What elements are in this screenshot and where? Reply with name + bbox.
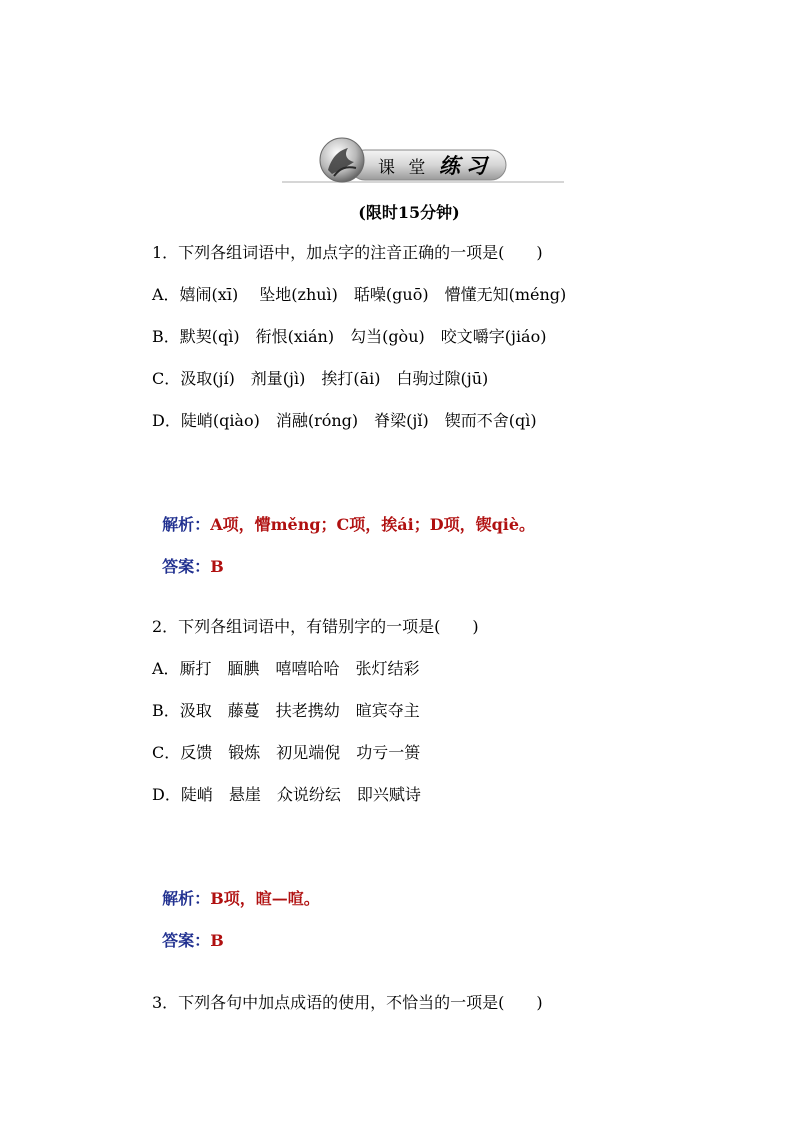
question-2-option-c: C．反馈 锻炼 初见端倪 功亏一篑	[152, 743, 421, 762]
time-limit: (限时15分钟)	[358, 203, 460, 222]
question-2-option-d: D．陡峭 悬崖 众说纷纭 即兴赋诗	[152, 785, 421, 804]
question-2-stem: 2．下列各组词语中，有错别字的一项是( )	[152, 617, 479, 636]
banner-title	[378, 150, 493, 180]
banner-title-big: 练习	[438, 153, 493, 178]
question-2-option-a: A．厮打 腼腆 嘻嘻哈哈 张灯结彩	[152, 659, 420, 678]
answer-value: B	[210, 931, 224, 950]
question-2-answer	[152, 908, 224, 952]
analysis-text: B项，暄—喧。	[210, 889, 320, 908]
question-1-option-b: B．默契(qì) 衔恨(xián) 勾当(gòu) 咬文嚼字(jiáo)	[152, 327, 547, 346]
question-1-option-c: C．汲取(jí) 剂量(jì) 挨打(āi) 白驹过隙(jū)	[152, 369, 489, 388]
banner-title-small: 课 堂	[378, 158, 430, 178]
answer-value: B	[210, 557, 224, 576]
question-1-option-a: A．嬉闹(xī) 坠地(zhuì) 聒噪(guō) 懵懂无知(méng)	[152, 285, 567, 304]
question-1-option-d: D．陡峭(qiào) 消融(róng) 脊梁(jǐ) 锲而不舍(qì)	[152, 411, 537, 430]
question-1-analysis	[152, 492, 535, 536]
answer-label: 答案：	[162, 557, 211, 576]
question-1-stem: 1．下列各组词语中，加点字的注音正确的一项是( )	[152, 243, 543, 262]
analysis-text: A项，懵měng；C项，挨ái；D项，锲qiè。	[210, 515, 536, 534]
question-2-analysis	[152, 866, 320, 910]
question-3-stem: 3．下列各句中加点成语的使用，不恰当的一项是( )	[152, 993, 543, 1012]
question-1-answer	[152, 534, 224, 578]
question-2-option-b: B．汲取 藤蔓 扶老携幼 暄宾夺主	[152, 701, 420, 720]
analysis-label: 解析：	[162, 889, 211, 908]
analysis-label: 解析：	[162, 515, 211, 534]
section-banner	[282, 136, 564, 188]
answer-label: 答案：	[162, 931, 211, 950]
